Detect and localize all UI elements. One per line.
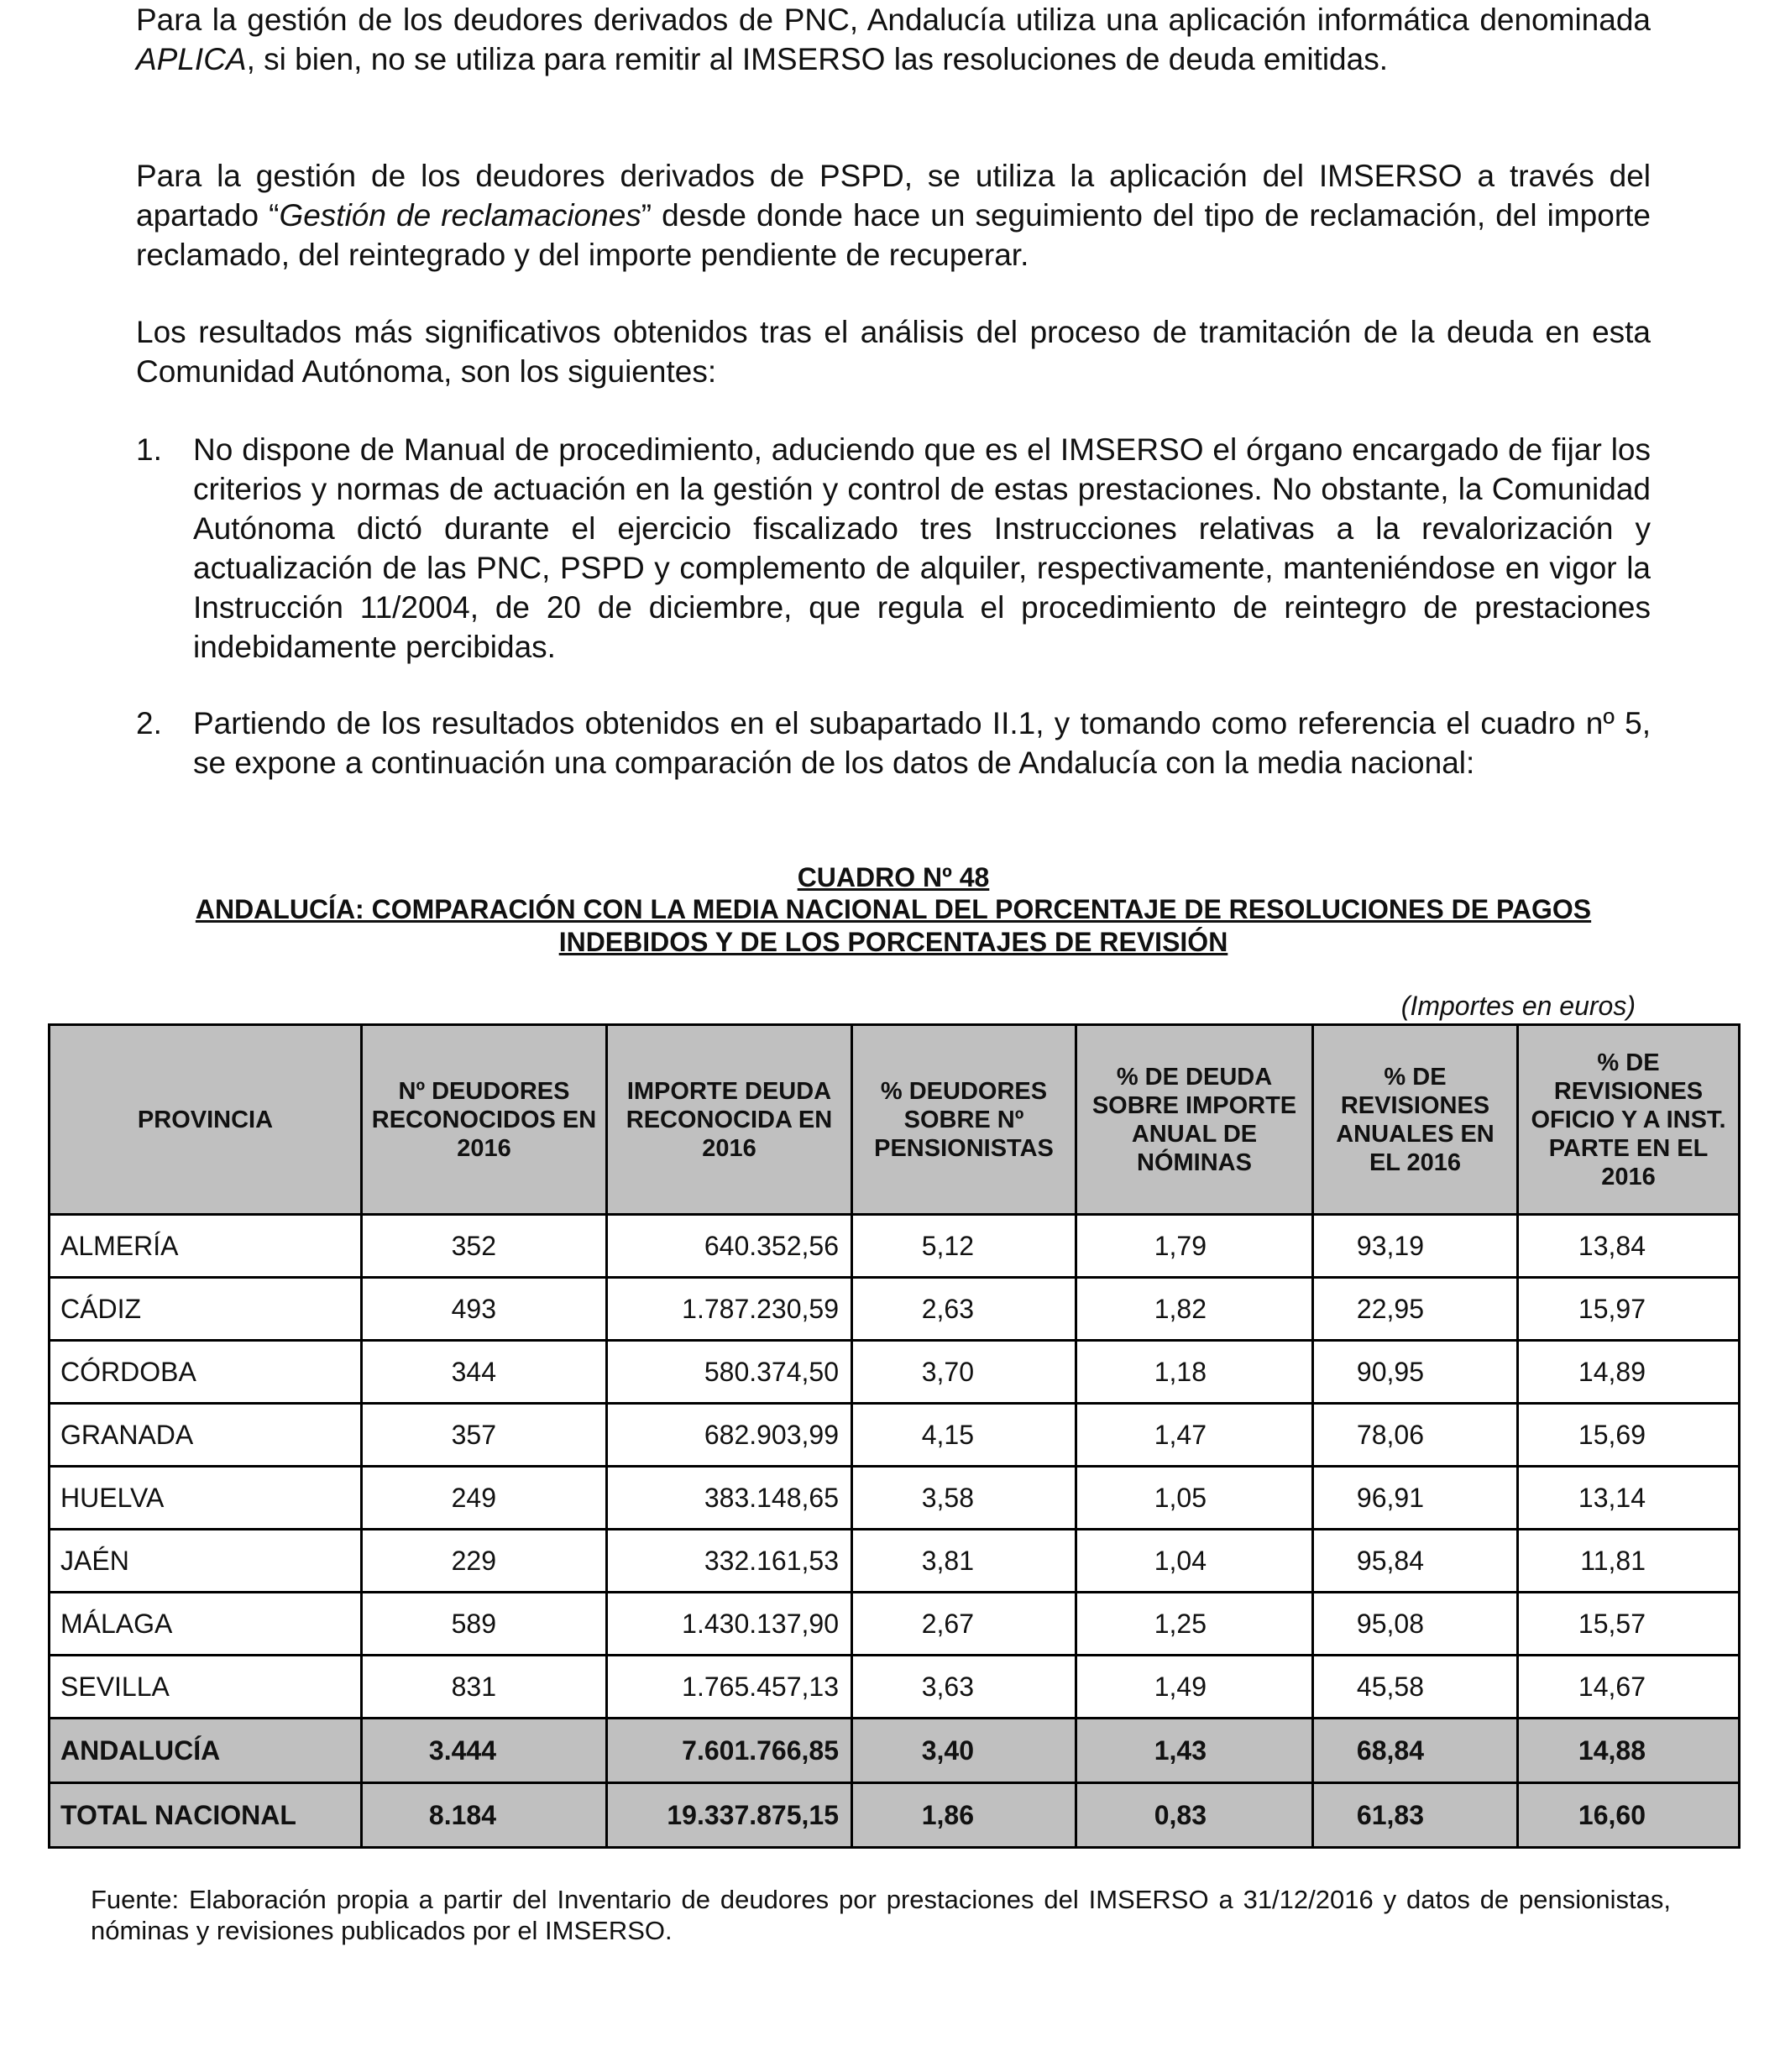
- paragraph-text: ” desde donde hace un seguimiento del tipo de reclamación, del importe reclamado, del reintegrado y del importe pendiente de recuperar.: [136, 198, 1651, 272]
- cell-importe: 1.765.457,13: [607, 1656, 852, 1719]
- paragraph-text: , si bien, no se utiliza para remitir al IMSERSO las resoluciones de deuda emitidas.: [246, 42, 1388, 76]
- cell-pct-deudores: 3,40: [852, 1719, 1076, 1783]
- cell-pct-deuda: 1,47: [1076, 1404, 1313, 1467]
- cell-deudores: 3.444: [362, 1719, 607, 1783]
- list-item-text: No dispone de Manual de procedimiento, aduciendo que es el IMSERSO el órgano encargado de fijar los criterios y normas de actuación en la gestión y control de estas prestaciones. No obstante, la Comunidad Autónoma dictó durante el ejercicio fiscalizado tres Instrucciones relativas a la revalorización y actualización de las PNC, PSPD y complemento de alquiler, respectivamente, manteniéndose en vigor la Instrucción 11/2004, de 20 de diciembre, que regula el procedimiento de reintegro de prestaciones indebidamente percibidas.: [193, 432, 1651, 664]
- table-row: [50, 1404, 1740, 1467]
- cell-pct-revisiones: 93,19: [1313, 1215, 1518, 1278]
- cell-pct-revisiones-oficio: 14,89: [1518, 1341, 1740, 1404]
- cell-deudores: 589: [362, 1593, 607, 1656]
- cell-pct-revisiones: 95,84: [1313, 1530, 1518, 1593]
- table-body: [50, 1215, 1740, 1848]
- cell-pct-revisiones: 90,95: [1313, 1341, 1518, 1404]
- table-row: [50, 1467, 1740, 1530]
- cell-pct-revisiones-oficio: 13,84: [1518, 1215, 1740, 1278]
- cell-pct-revisiones: 78,06: [1313, 1404, 1518, 1467]
- table-title-line: INDEBIDOS Y DE LOS PORCENTAJES DE REVISIÓN: [558, 927, 1228, 957]
- cell-pct-deuda: 1,18: [1076, 1341, 1313, 1404]
- cell-pct-revisiones: 22,95: [1313, 1278, 1518, 1341]
- cell-pct-revisiones-oficio: 11,81: [1518, 1530, 1740, 1593]
- cell-provincia: MÁLAGA: [50, 1593, 362, 1656]
- cell-provincia: CÓRDOBA: [50, 1341, 362, 1404]
- cell-pct-deudores: 4,15: [852, 1404, 1076, 1467]
- table-row: [50, 1656, 1740, 1719]
- comparison-table: [48, 1023, 1741, 1849]
- list-item: [136, 430, 1651, 667]
- header-pct-deudores: % DEUDORES SOBRE Nº PENSIONISTAS: [852, 1025, 1076, 1215]
- cell-pct-deuda: 1,04: [1076, 1530, 1313, 1593]
- header-pct-revisiones: % DE REVISIONES ANUALES EN EL 2016: [1313, 1025, 1518, 1215]
- cell-importe: 19.337.875,15: [607, 1783, 852, 1848]
- header-pct-deuda: % DE DEUDA SOBRE IMPORTE ANUAL DE NÓMINAS: [1076, 1025, 1313, 1215]
- table-summary-row: [50, 1719, 1740, 1783]
- paragraph-emphasis: APLICA: [136, 42, 247, 76]
- paragraph-results-intro: [136, 312, 1651, 391]
- paragraph-aplica: [136, 0, 1651, 79]
- list-item-number: 2.: [136, 706, 162, 740]
- cell-deudores: 8.184: [362, 1783, 607, 1848]
- header-provincia: PROVINCIA: [50, 1025, 362, 1215]
- table-row: [50, 1278, 1740, 1341]
- cell-pct-deudores: 5,12: [852, 1215, 1076, 1278]
- cell-deudores: 249: [362, 1467, 607, 1530]
- cell-importe: 640.352,56: [607, 1215, 852, 1278]
- cell-pct-deuda: 1,82: [1076, 1278, 1313, 1341]
- cell-importe: 1.787.230,59: [607, 1278, 852, 1341]
- cell-deudores: 357: [362, 1404, 607, 1467]
- paragraph-emphasis: Gestión de reclamaciones: [279, 198, 641, 233]
- cell-pct-revisiones-oficio: 14,67: [1518, 1656, 1740, 1719]
- cell-importe: 7.601.766,85: [607, 1719, 852, 1783]
- cell-pct-revisiones: 45,58: [1313, 1656, 1518, 1719]
- cell-deudores: 831: [362, 1656, 607, 1719]
- header-deudores: Nº DEUDORES RECONOCIDOS EN 2016: [362, 1025, 607, 1215]
- cell-provincia: JAÉN: [50, 1530, 362, 1593]
- cell-provincia: ALMERÍA: [50, 1215, 362, 1278]
- header-pct-revisiones-oficio: % DE REVISIONES OFICIO Y A INST. PARTE EN EL 2016: [1518, 1025, 1740, 1215]
- list-item-number: 1.: [136, 432, 162, 467]
- cell-provincia: SEVILLA: [50, 1656, 362, 1719]
- cell-pct-revisiones: 96,91: [1313, 1467, 1518, 1530]
- paragraph-text: Para la gestión de los deudores derivados de PSPD, se utiliza la aplicación del IMSERSO a través del apartado “: [136, 159, 1651, 233]
- cell-pct-deudores: 3,81: [852, 1530, 1076, 1593]
- cell-pct-deuda: 1,43: [1076, 1719, 1313, 1783]
- table-row: [50, 1215, 1740, 1278]
- table-summary-row: [50, 1783, 1740, 1848]
- cell-deudores: 493: [362, 1278, 607, 1341]
- cell-pct-deudores: 2,63: [852, 1278, 1076, 1341]
- cell-importe: 682.903,99: [607, 1404, 852, 1467]
- cell-pct-deuda: 1,79: [1076, 1215, 1313, 1278]
- cell-pct-deuda: 1,25: [1076, 1593, 1313, 1656]
- cell-deudores: 229: [362, 1530, 607, 1593]
- cell-deudores: 352: [362, 1215, 607, 1278]
- cell-pct-revisiones-oficio: 14,88: [1518, 1719, 1740, 1783]
- table-row: [50, 1593, 1740, 1656]
- cell-provincia: HUELVA: [50, 1467, 362, 1530]
- paragraph-pspd: [136, 156, 1651, 275]
- cell-provincia: GRANADA: [50, 1404, 362, 1467]
- list-item: [136, 704, 1651, 782]
- cell-pct-revisiones-oficio: 16,60: [1518, 1783, 1740, 1848]
- list-item-text: Partiendo de los resultados obtenidos en el subapartado II.1, y tomando como referencia el cuadro nº 5, se expone a continuación una comparación de los datos de Andalucía con la media nacional:: [193, 706, 1651, 780]
- table-title: [136, 893, 1651, 959]
- paragraph-text: Para la gestión de los deudores derivados de PNC, Andalucía utiliza una aplicación informática denominada: [136, 3, 1651, 37]
- table-row: [50, 1341, 1740, 1404]
- cell-pct-deudores: 3,58: [852, 1467, 1076, 1530]
- table-header-row: [50, 1025, 1740, 1215]
- source-note: Fuente: Elaboración propia a partir del Inventario de deudores por prestaciones del IMSERSO a 31/12/2016 y datos de pensionistas, nóminas y revisiones publicados por el IMSERSO.: [91, 1885, 1671, 1945]
- cell-importe: 1.430.137,90: [607, 1593, 852, 1656]
- cell-importe: 383.148,65: [607, 1467, 852, 1530]
- cell-importe: 580.374,50: [607, 1341, 852, 1404]
- table-row: [50, 1530, 1740, 1593]
- cell-pct-deudores: 2,67: [852, 1593, 1076, 1656]
- table-number: CUADRO Nº 48: [797, 862, 990, 892]
- cell-pct-deudores: 3,70: [852, 1341, 1076, 1404]
- cell-pct-revisiones: 68,84: [1313, 1719, 1518, 1783]
- cell-pct-revisiones: 61,83: [1313, 1783, 1518, 1848]
- cell-pct-deudores: 3,63: [852, 1656, 1076, 1719]
- table-title-line: ANDALUCÍA: COMPARACIÓN CON LA MEDIA NACIONAL DEL PORCENTAJE DE RESOLUCIONES DE PAGOS: [195, 894, 1592, 924]
- cell-provincia: ANDALUCÍA: [50, 1719, 362, 1783]
- cell-pct-deudores: 1,86: [852, 1783, 1076, 1848]
- cell-provincia: TOTAL NACIONAL: [50, 1783, 362, 1848]
- cell-pct-revisiones-oficio: 15,69: [1518, 1404, 1740, 1467]
- header-importe-deuda: IMPORTE DEUDA RECONOCIDA EN 2016: [607, 1025, 852, 1215]
- cell-pct-deuda: 1,05: [1076, 1467, 1313, 1530]
- cell-importe: 332.161,53: [607, 1530, 852, 1593]
- cell-pct-revisiones: 95,08: [1313, 1593, 1518, 1656]
- cell-deudores: 344: [362, 1341, 607, 1404]
- units-note: (Importes en euros): [1400, 991, 1636, 1021]
- cell-pct-revisiones-oficio: 13,14: [1518, 1467, 1740, 1530]
- cell-provincia: CÁDIZ: [50, 1278, 362, 1341]
- cell-pct-deuda: 1,49: [1076, 1656, 1313, 1719]
- cell-pct-revisiones-oficio: 15,97: [1518, 1278, 1740, 1341]
- cell-pct-revisiones-oficio: 15,57: [1518, 1593, 1740, 1656]
- cell-pct-deuda: 0,83: [1076, 1783, 1313, 1848]
- paragraph-text: Los resultados más significativos obtenidos tras el análisis del proceso de tramitación de la deuda en esta Comunidad Autónoma, son los siguientes:: [136, 315, 1651, 389]
